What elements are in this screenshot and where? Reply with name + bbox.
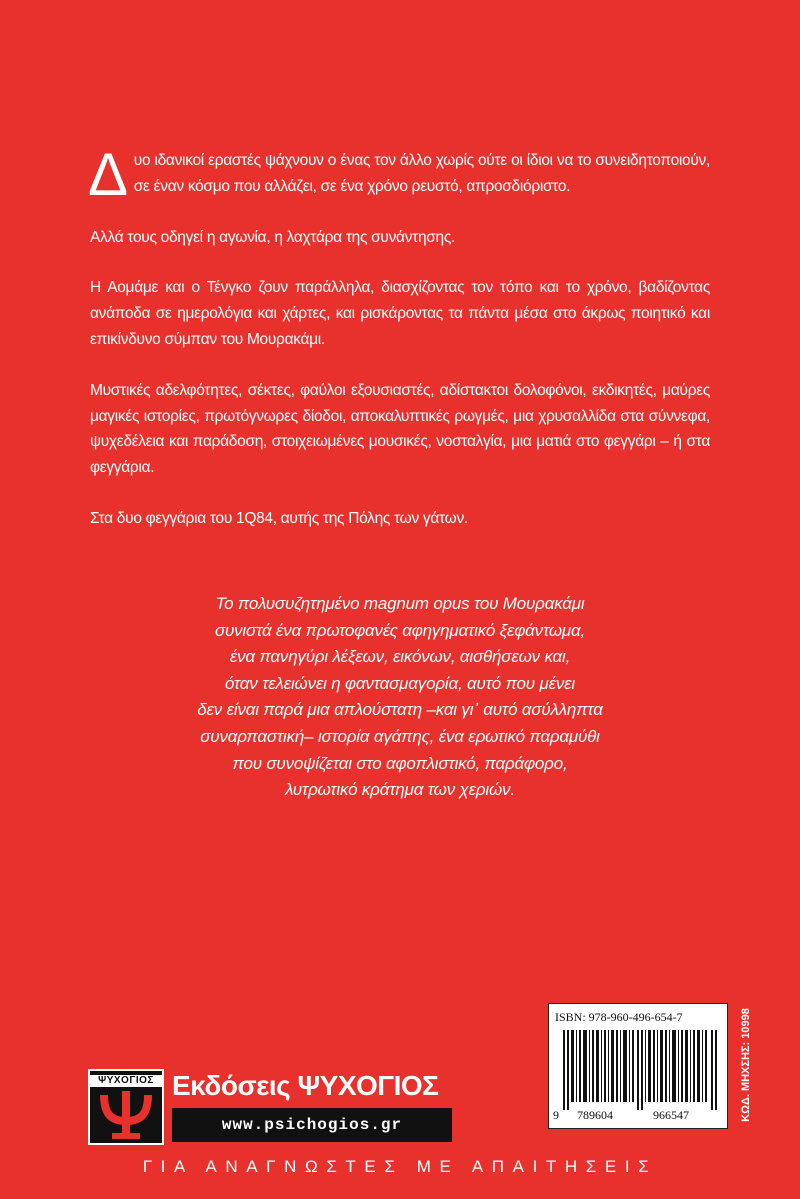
blurb-paragraph-3: Η Αομάμε και ο Τένγκο ζουν παράλληλα, διασχίζοντας τον τόπο και το χρόνο, βαδίζοντας ανάποδα σε ημερολόγια και χάρτες, και ρισκάροντας τα πάντα μέσα στο άκρως ποιητικό και επικίνδυνο σύμπαν του Μουρακάμι. (90, 279, 710, 348)
barcode-digit-first: 9 (553, 1108, 559, 1122)
quote-line: λυτρωτικό κράτημα των χεριών. (285, 780, 515, 800)
quote-line: συναρπαστική– ιστορία αγάπης, ένα ερωτικό παραμύθι (200, 726, 600, 746)
barcode-digits-right: 966547 (653, 1108, 689, 1122)
blurb-text (88, 141, 710, 557)
quote-line: συνιστά ένα πρωτοφανές αφηγηματικό ξεφάντωμα, (214, 620, 586, 640)
blurb-paragraph-5: Στα δυο φεγγάρια του 1Q84, αυτής της Πόλης των γάτων. (90, 509, 468, 527)
tagline: ΓΙΑ ΑΝΑΓΝΩΣΤΕΣ ΜΕ ΑΠΑΙΤΗΣΕΙΣ (142, 1157, 658, 1176)
barcode-image (563, 1030, 723, 1110)
isbn-label: ISBN: 978-960-496-654-7 (555, 1010, 683, 1024)
psi-icon (100, 1091, 152, 1141)
blurb-paragraph-4: Μυστικές αδελφότητες, σέκτες, φαύλοι εξουσιαστές, αδίστακτοι δολοφόνοι, εκδικητές, μαύρες μαγικές ιστορίες, πρωτόγνωρες δίοδοι, αποκαλυπτικές ρωγμές, μια χρυσαλλίδα στα σύννεφα, ψυχεδέλεια και παράδοση, στοιχειωμένες μουσικές, νοσταλγία, μια ματιά στο φεγγάρι – ή στα φεγγάρια. (90, 381, 710, 477)
review-quote (130, 591, 670, 804)
quote-line: δεν είναι παρά μια απλούστατη –και γι᾽ αυτό ασύλληπτα (197, 700, 603, 720)
quote-line: που συνοψίζεται στο αφοπλιστικό, παράφορο, (232, 753, 568, 773)
quote-line: όταν τελειώνει η φαντασμαγορία, αυτό που μένει (225, 673, 575, 693)
quote-line: ένα πανηγύρι λέξεων, εικόνων, αισθήσεων και, (229, 647, 571, 667)
product-code: ΚΩΔ. ΜΗΧΣΗΣ: 10998 (740, 1008, 752, 1122)
publisher-name: Εκδόσεις ΨΥΧΟΓΙΟΣ (172, 1070, 439, 1101)
logo-word: ΨΥΧΟΓΙΟΣ (90, 1075, 162, 1087)
publisher-url[interactable]: www.psichogios.gr (172, 1108, 452, 1142)
barcode-block (548, 1003, 728, 1129)
blurb-paragraph-1: Δυο ιδανικοί εραστές ψάχνουν ο ένας τον άλλο χωρίς ούτε οι ίδιοι να το συνειδητοποιούν, σε έναν κόσμο που αλλάζει, σε ένα χρόνο ρευστό, απροσδιόριστο. (88, 141, 710, 208)
barcode-digits-left: 789604 (577, 1108, 613, 1122)
publisher-logo (88, 1069, 164, 1145)
quote-line: Το πολυσυζητημένο magnum opus του Μουρακάμι (215, 594, 585, 613)
blurb-paragraph-2: Αλλά τους οδηγεί η αγωνία, η λαχτάρα της συνάντησης. (90, 228, 456, 246)
drop-cap: Δ (88, 141, 128, 208)
